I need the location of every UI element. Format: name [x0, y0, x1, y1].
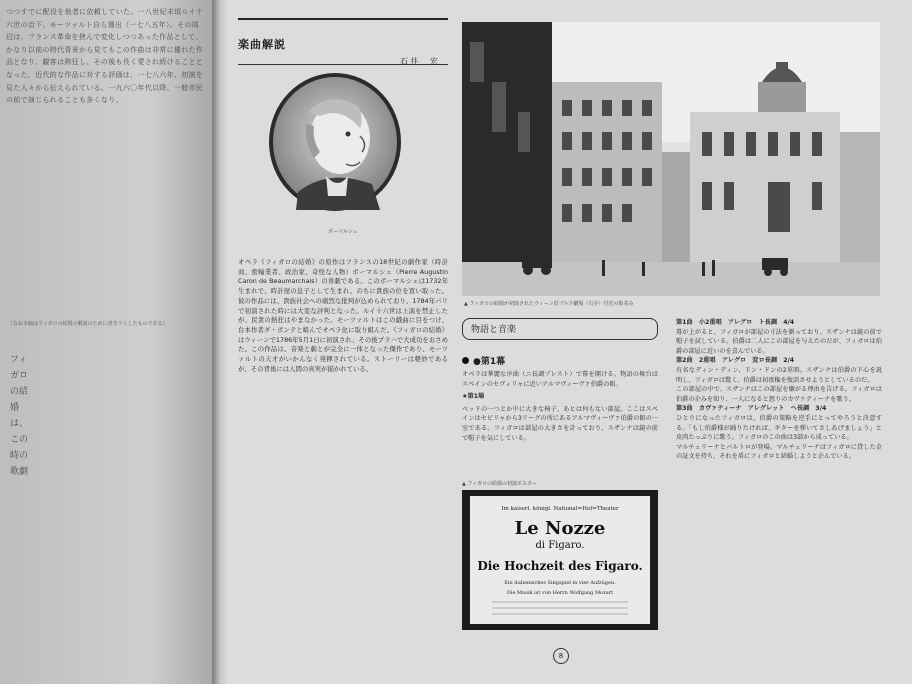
number-3-heading [676, 404, 882, 414]
poster-line4: Die Hochzeit des Figaro. [477, 559, 643, 573]
number-3-heading-text: 第3曲 カヴァティーナ アレグレット ヘ長調 3/4 [676, 405, 827, 413]
scene-text: ベッドの一つとか中に大きな椅子、あとは何もない部屋。ここはスペインはセビリャから3リーグの所にあるアルマヴィーヴァ伯爵の館の一室である。フィガロは部屋の大きさを計っており、スザンナは鏡の前で帽子を気にしている。 [462, 405, 658, 442]
premiere-poster [462, 490, 658, 630]
paragraph-3: この部屋の中で、スザンナはこの部屋を嫌がる理由を告げる。フィガロは伯爵の企みを知り、一人になると怒りのカヴァティーナを歌う。 [676, 386, 882, 403]
top-rule [238, 18, 448, 20]
poster-line2: Le Nozze [514, 518, 606, 539]
beaumarchais-portrait [268, 72, 402, 212]
poster-line6: Die Musik ist von Herrn Wolfgang Mozart [506, 590, 614, 596]
left-page-note: （なお本稿はフィガロの結婚の解説のために書き下ろしたものである） [8, 321, 168, 327]
poster-line1: Im kaiserl. königl. National=Hof=Theater [501, 506, 619, 512]
section-title: 楽曲解説 [238, 38, 286, 51]
vienna-street-photo [462, 22, 880, 296]
paragraph-5: マルチェリーナとバルトロが登場。マルチェリーナはフィガロに貸した金の証文を持ち、それを盾にフィガロと結婚しようと企んでいる。 [676, 443, 882, 461]
poster-line5: Ein italienisches Singspiel in vier Aufzügen. [504, 580, 616, 586]
right-page [226, 0, 912, 684]
bullet-icon [462, 357, 469, 364]
number-1-text: 幕が上がると、フィガロが部屋の寸法を測っており、スザンナは鏡の前で帽子を試している。伯爵は二人にこの部屋を与えたのだが、フィガロは伯爵の部屋に近いのを喜んでいる。 [676, 328, 882, 355]
author-name: 石井 宏 [400, 57, 440, 66]
act-heading [462, 354, 658, 367]
left-page [0, 0, 212, 684]
number-1-heading [676, 318, 882, 328]
story-heading: 物語と音楽 [462, 318, 658, 340]
number-2-text: 有名なディン・ディン、ドン・ドンの2重唱。スザンナは伯爵の下心を説明し、フィガロは驚く。伯爵は初夜権を復活させようとしているのだ。 [676, 366, 882, 384]
number-1-heading-text: 第1曲 小2重唱 アレグロ ト長調 4/4 [676, 319, 795, 326]
photo-caption: ▲ フィガロの結婚が初演されたウィーン旧ブルク劇場（右手）付近の街並み [464, 301, 634, 307]
music-notes-column [676, 318, 882, 462]
commentary-body: オペラ《フィガロの結婚》の原作はフランスの18世紀の劇作家（時計商、密輸業者、政治家、奇怪な人物）ボーマルシェ（Pierre Augustin Caron de Beaumarchais）の喜劇である。このボーマルシェは1732年生まれで、時計屋の息子として生まれ、のちに貴族の位を買い取った。彼の作品には、貴族社会への痛烈な批判が込められており、1784年パリで初演された時には大変な評判となった。ルイ十六世は上演を禁止したが、民衆の熱狂はやまなかった。モーツァルトはこの戯曲に目をつけ、台本作者ダ・ポンテと組んでオペラ化に取り組んだ。《フィガロの結婚》はウィーンで1786年5月1日に初演され、その後プラハで大成功をおさめた。この作品は、音楽と劇とが完全に一体となった傑作であり、モーツァルトの天才がいかんなく発揮されている。ストーリーは軽妙であるが、その背後には人間の真実が描かれている。 [238, 258, 448, 373]
page-number: 8 [553, 648, 569, 664]
poster-line3: di Figaro. [535, 540, 585, 551]
scene-label-text: ★第1場 [462, 393, 485, 401]
portrait-caption: ボーマルシェ [328, 229, 358, 235]
number-2-heading [676, 356, 882, 366]
commentary-column [238, 18, 448, 373]
number-3-text: ひとりになったフィガロは、伯爵の策略を逆手にとってやろうと決意する。「もし伯爵様が踊りたければ、ギターを弾いてさしあげましょう」と皮肉たっぷりに歌う。フィガロのこの曲は3部から成っている。 [676, 414, 882, 442]
book-gutter [212, 0, 226, 684]
story-column [462, 318, 658, 443]
poster-caption: ▲ フィガロの結婚の初演ポスター [462, 481, 538, 487]
left-page-vertical-text: フィガロの結婚は、この時の歌劇 [10, 355, 29, 477]
act-label: ●第1幕 [473, 357, 506, 367]
act-intro: オペラは華麗な序曲（ニ長調プレスト）で幕を開ける。物語の舞台はスペインのセヴィリャに近いアルマヴィーヴァ伯爵の館。 [462, 371, 658, 388]
number-2-heading-text: 第2曲 2重唱 アレグロ 変ロ長調 2/4 [676, 357, 795, 365]
left-page-text: つつすでに配役を他者に依頼していた。一八世紀末頃ルイ十六世の治下、モーツァルト自ら選出（一七八五年）。その周辺は、フランス革命を挟んで変化しつつあった作品として、かなり以前の時代背景から見てもこの作曲は非常に優れた作品となり、観客は熱狂し、その後も長く愛され続けることとなった。近代的な作品に対する評価は、一七八六年、初演を見た人々から伝えられている。一九六〇年代以降、一般市民の前で演じられることも多くなり、 [6, 8, 204, 105]
scene-label [462, 392, 658, 402]
